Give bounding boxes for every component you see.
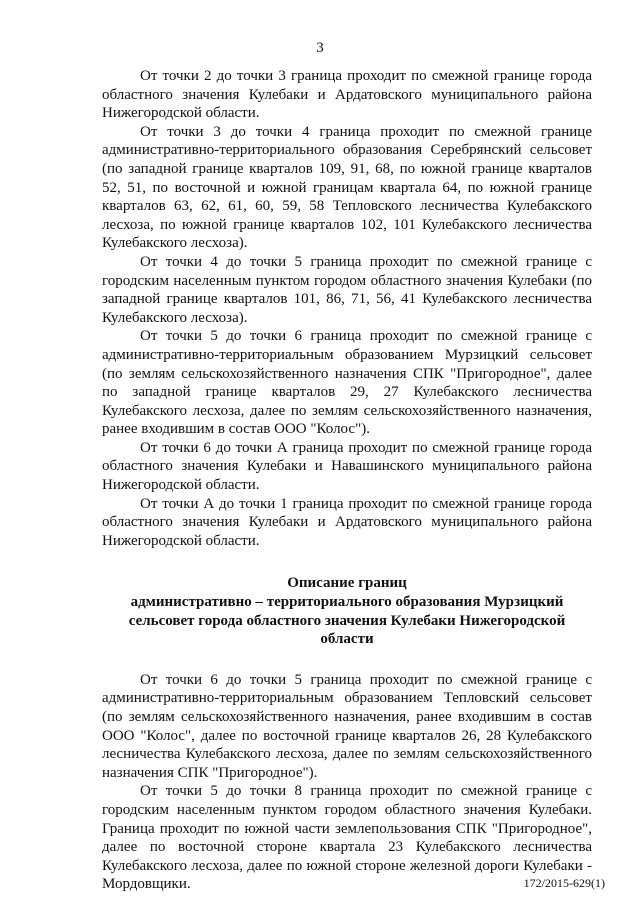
paragraph: От точки 5 до точки 6 граница проходит по смежной границе с административно-территориальным образованием Мурзицкий сельсовет (по землям сельскохозяйственного назначения СПК "Пригородное", далее по западной границе кварталов 29, 27 Кулебакского лесничества Кулебакского лесхоза, далее по землям сельскохозяйственного назначения, ранее входившим в состав ООО "Колос"). bbox=[102, 328, 592, 438]
section-heading bbox=[102, 574, 592, 648]
document-code: 172/2015-629(1) bbox=[523, 876, 605, 890]
section-title: Описание границ bbox=[287, 575, 407, 592]
paragraph: От точки 6 до точки 5 граница проходит по смежной границе с административно-территориальным образованием Тепловский сельсовет (по землям сельскохозяйственного назначения, ранее входившим в состав ООО "Колос", далее по восточной границе кварталов 26, 28 Кулебакского лесничества Кулебакского лесхоза, далее по землям сельскохозяйственного назначения СПК "Пригородное"). bbox=[102, 671, 592, 781]
paragraph: От точки 6 до точки А граница проходит по смежной границе города областного значения Кулебаки и Навашинского муниципального района Нижегородской области. bbox=[102, 439, 592, 494]
section-subtitle: административно – территориального образования Мурзицкий сельсовет города областного значения Кулебаки Нижегородской области bbox=[128, 594, 566, 648]
paragraph: От точки 5 до точки 8 граница проходит по смежной границе с городским населенным пунктом городом областного значения Кулебаки. Граница проходит по южной части землепользования СПК "Пригородное", далее по восточной стороне квартала 23 Кулебакского лесничества Кулебакского лесхоза, далее по южной стороне железной дороги Кулебаки - Мордовщики. bbox=[102, 783, 592, 893]
paragraph: От точки 4 до точки 5 граница проходит по смежной границе с городским населенным пунктом городом областного значения Кулебаки (по западной границе кварталов 101, 86, 71, 56, 41 Кулебакского лесничества Кулебакского лесхоза). bbox=[102, 253, 592, 326]
paragraph: От точки А до точки 1 граница проходит по смежной границе города областного значения Кулебаки и Ардатовского муниципального района Нижегородской области. bbox=[102, 495, 592, 549]
page-number: 3 bbox=[316, 40, 324, 56]
document-body bbox=[102, 67, 592, 894]
paragraph: От точки 2 до точки 3 граница проходит по смежной границе города областного значения Кулебаки и Ардатовского муниципального района Нижегородской области. bbox=[102, 68, 592, 122]
paragraph: От точки 3 до точки 4 граница проходит по смежной границе административно-территориального образования Серебрянский сельсовет (по западной границе кварталов 109, 91, 68, по южной границе кварталов 52, 51, по восточной и южной границам квартала 64, по южной границе кварталов 63, 62, 61, 60, 59, 58 Тепловского лесничества Кулебакского лесхоза, по южной границе кварталов 102, 101 Кулебакского лесничества Кулебакского лесхоза). bbox=[102, 123, 592, 252]
